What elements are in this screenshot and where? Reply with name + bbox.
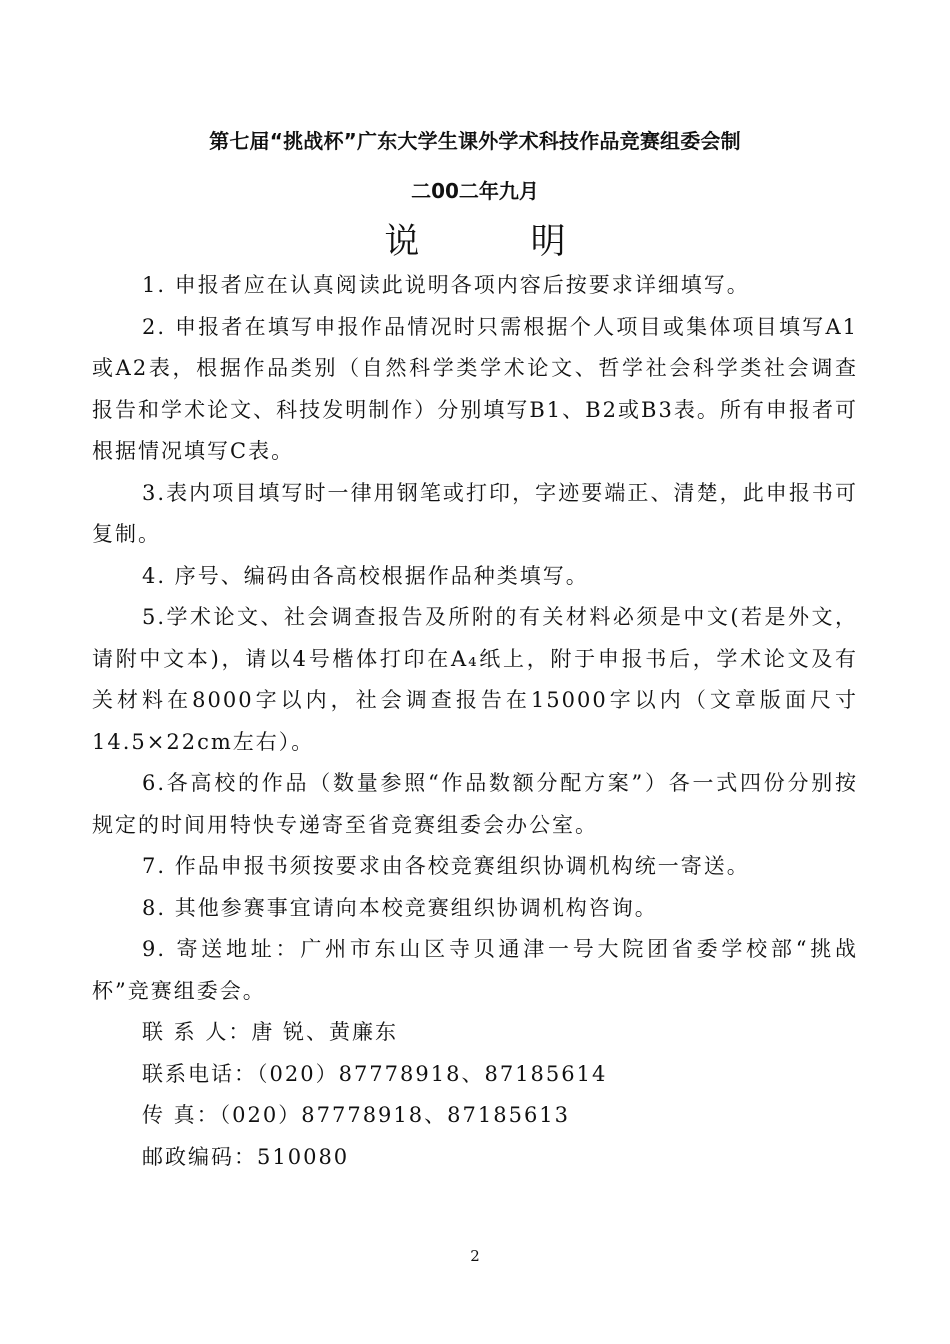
instruction-paragraph-1: 1. 申报者应在认真阅读此说明各项内容后按要求详细填写。	[142, 273, 750, 297]
issuer-line: 第七届“挑战杯”广东大学生课外学术科技作品竞赛组委会制	[209, 129, 741, 153]
contact-postcode: 邮政编码：510080	[142, 1144, 350, 1169]
contact-fax: 传 真：（020）87778918、87185613	[142, 1103, 571, 1127]
instruction-paragraph-8: 8. 其他参赛事宜请向本校竞赛组织协调机构咨询。	[142, 895, 658, 920]
date-line: 二00二年九月	[411, 179, 539, 203]
instruction-paragraph-2: 2. 申报者在填写申报作品情况时只需根据个人项目或集体项目填写A1或A2表，根据作品类别（自然科学类学术论文、哲学社会科学类社会调查报告和学术论文、科技发明制作）分别填写B1、B2或B3表。所有申报者可根据情况填写C表。	[92, 314, 858, 463]
instruction-paragraph-6: 6.各高校的作品（数量参照“作品数额分配方案”）各一式四份分别按规定的时间用特快专递寄至省竞赛组委会办公室。	[92, 771, 858, 837]
contact-phone: 联系电话：（020）87778918、87185614	[142, 1061, 608, 1086]
instruction-paragraph-3: 3.表内项目填写时一律用钢笔或打印，字迹要端正、清楚，此申报书可复制。	[92, 480, 858, 546]
heading-char-2: 明	[530, 222, 566, 262]
contact-person: 联 系 人：唐 锐、黄廉东	[142, 1020, 399, 1044]
instruction-paragraph-9: 9. 寄送地址：广州市东山区寺贝通津一号大院团省委学校部“挑战杯”竞赛组委会。	[92, 937, 858, 1003]
instruction-paragraph-4: 4. 序号、编码由各高校根据作品种类填写。	[142, 563, 589, 588]
section-heading	[0, 214, 950, 264]
instruction-paragraph-5: 5.学术论文、社会调查报告及所附的有关材料必须是中文(若是外文，请附中文本)，请以4号楷体打印在A₄纸上，附于申报书后，学术论文及有关材料在8000字以内，社会调查报告在15000字以内（文章版面尺寸14.5×22cm左右）。	[92, 605, 858, 754]
heading-char-1: 说	[384, 222, 420, 262]
page-number: 2	[470, 1247, 480, 1265]
instruction-paragraph-7: 7. 作品申报书须按要求由各校竞赛组织协调机构统一寄送。	[142, 854, 750, 878]
instructions-body	[92, 265, 858, 1178]
